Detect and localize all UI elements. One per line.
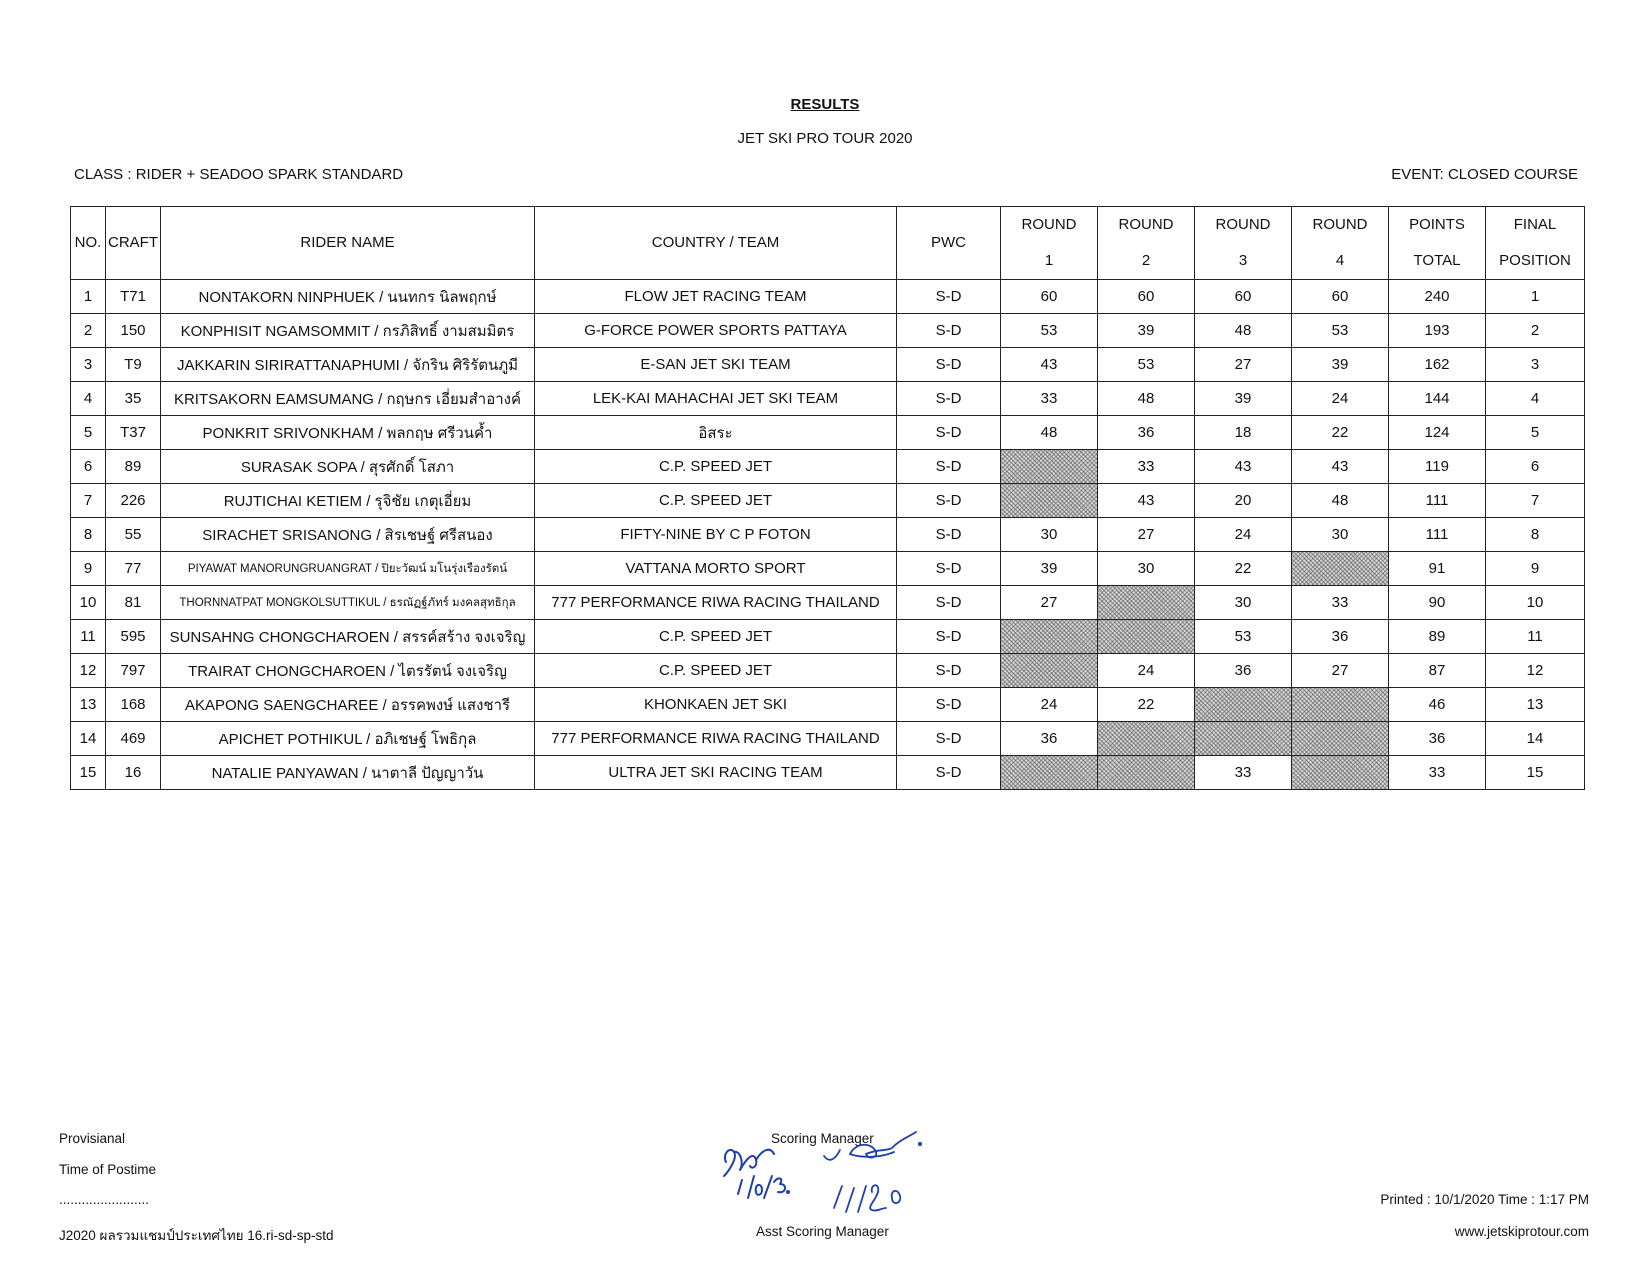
cell-rider-name: AKAPONG SAENGCHAREE / อรรคพงษ์ แสงชารี: [161, 688, 535, 722]
event-label: EVENT: CLOSED COURSE: [1391, 166, 1578, 183]
cell-no: 1: [71, 280, 106, 314]
cell-craft: 81: [106, 586, 161, 620]
cell-round-1: 48: [1001, 416, 1098, 450]
cell-final-position: 13: [1486, 688, 1585, 722]
results-body: [71, 280, 1585, 790]
cell-craft: 77: [106, 552, 161, 586]
cell-no: 14: [71, 722, 106, 756]
cell-no: 6: [71, 450, 106, 484]
cell-round-1: [1001, 620, 1098, 654]
cell-points-total: 87: [1389, 654, 1486, 688]
cell-round-3: 20: [1195, 484, 1292, 518]
cell-pwc: S-D: [897, 484, 1001, 518]
cell-team: G-FORCE POWER SPORTS PATTAYA: [535, 314, 897, 348]
col-header-rider: RIDER NAME: [161, 207, 535, 280]
cell-team: ULTRA JET SKI RACING TEAM: [535, 756, 897, 790]
scoring-manager-label: Scoring Manager: [771, 1131, 874, 1146]
table-row: [71, 586, 1585, 620]
cell-rider-name: JAKKARIN SIRIRATTANAPHUMI / จักริน ศิริรัตนภูมี: [161, 348, 535, 382]
col-header-team: COUNTRY / TEAM: [535, 207, 897, 280]
cell-no: 11: [71, 620, 106, 654]
cell-final-position: 3: [1486, 348, 1585, 382]
cell-rider-name: RUJTICHAI KETIEM / รุจิชัย เกตุเอี่ยม: [161, 484, 535, 518]
cell-round-1: 27: [1001, 586, 1098, 620]
cell-team: FIFTY-NINE BY C P FOTON: [535, 518, 897, 552]
cell-final-position: 11: [1486, 620, 1585, 654]
cell-points-total: 124: [1389, 416, 1486, 450]
cell-no: 9: [71, 552, 106, 586]
cell-no: 8: [71, 518, 106, 552]
cell-team: 777 PERFORMANCE RIWA RACING THAILAND: [535, 722, 897, 756]
cell-points-total: 193: [1389, 314, 1486, 348]
cell-craft: T37: [106, 416, 161, 450]
cell-team: อิสระ: [535, 416, 897, 450]
cell-final-position: 9: [1486, 552, 1585, 586]
cell-round-3: 30: [1195, 586, 1292, 620]
cell-round-2: [1098, 586, 1195, 620]
cell-team: LEK-KAI MAHACHAI JET SKI TEAM: [535, 382, 897, 416]
round-number: 4: [1335, 252, 1345, 269]
cell-final-position: 14: [1486, 722, 1585, 756]
cell-points-total: 36: [1389, 722, 1486, 756]
cell-team: C.P. SPEED JET: [535, 484, 897, 518]
cell-round-1: [1001, 450, 1098, 484]
cell-round-1: 33: [1001, 382, 1098, 416]
cell-rider-name: NATALIE PANYAWAN / นาตาลี ปัญญาวัน: [161, 756, 535, 790]
cell-round-4: 22: [1292, 416, 1389, 450]
cell-no: 12: [71, 654, 106, 688]
cell-points-total: 90: [1389, 586, 1486, 620]
cell-round-2: [1098, 756, 1195, 790]
postime-dots: ........................: [59, 1192, 150, 1207]
cell-round-2: 60: [1098, 280, 1195, 314]
cell-points-total: 144: [1389, 382, 1486, 416]
cell-pwc: S-D: [897, 450, 1001, 484]
cell-round-2: 39: [1098, 314, 1195, 348]
cell-pwc: S-D: [897, 518, 1001, 552]
cell-final-position: 5: [1486, 416, 1585, 450]
cell-round-4: [1292, 722, 1389, 756]
cell-rider-name: PONKRIT SRIVONKHAM / พลกฤษ ศรีวนค้ำ: [161, 416, 535, 450]
col-header-craft: CRAFT: [106, 207, 161, 280]
table-header-row: [71, 207, 1585, 280]
col-header-pwc: PWC: [897, 207, 1001, 280]
page-title: RESULTS: [790, 96, 860, 113]
col-header-no: NO.: [71, 207, 106, 280]
round-label: ROUND: [1312, 216, 1368, 233]
cell-points-total: 240: [1389, 280, 1486, 314]
col-header-round-3: [1195, 207, 1292, 280]
cell-no: 2: [71, 314, 106, 348]
table-row: [71, 314, 1585, 348]
cell-points-total: 119: [1389, 450, 1486, 484]
file-name: J2020 ผลรวมแชมป์ประเทศไทย 16.ri-sd-sp-std: [59, 1228, 334, 1243]
cell-points-total: 91: [1389, 552, 1486, 586]
round-number: 1: [1044, 252, 1054, 269]
cell-round-1: 60: [1001, 280, 1098, 314]
cell-round-4: 43: [1292, 450, 1389, 484]
cell-no: 15: [71, 756, 106, 790]
cell-final-position: 2: [1486, 314, 1585, 348]
col-header-points-total: [1389, 207, 1486, 280]
cell-craft: 469: [106, 722, 161, 756]
cell-final-position: 6: [1486, 450, 1585, 484]
cell-pwc: S-D: [897, 586, 1001, 620]
cell-round-2: [1098, 620, 1195, 654]
cell-craft: 35: [106, 382, 161, 416]
cell-craft: 16: [106, 756, 161, 790]
cell-rider-name: APICHET POTHIKUL / อภิเชษฐ์ โพธิกุล: [161, 722, 535, 756]
cell-craft: 168: [106, 688, 161, 722]
col-header-round-4: [1292, 207, 1389, 280]
round-label: ROUND: [1021, 216, 1077, 233]
cell-round-3: 24: [1195, 518, 1292, 552]
cell-pwc: S-D: [897, 314, 1001, 348]
cell-pwc: S-D: [897, 552, 1001, 586]
cell-round-2: 24: [1098, 654, 1195, 688]
cell-points-total: 46: [1389, 688, 1486, 722]
cell-round-3: 22: [1195, 552, 1292, 586]
cell-no: 4: [71, 382, 106, 416]
cell-round-2: 22: [1098, 688, 1195, 722]
cell-craft: 89: [106, 450, 161, 484]
cell-pwc: S-D: [897, 620, 1001, 654]
cell-pwc: S-D: [897, 722, 1001, 756]
cell-craft: 150: [106, 314, 161, 348]
cell-round-1: [1001, 654, 1098, 688]
cell-team: C.P. SPEED JET: [535, 450, 897, 484]
cell-round-2: 30: [1098, 552, 1195, 586]
cell-rider-name: PIYAWAT MANORUNGRUANGRAT / ปิยะวัฒน์ มโนรุ่งเรืองรัตน์: [161, 552, 535, 586]
cell-round-2: 36: [1098, 416, 1195, 450]
class-label: CLASS : RIDER + SEADOO SPARK STANDARD: [74, 166, 404, 183]
cell-final-position: 1: [1486, 280, 1585, 314]
cell-final-position: 12: [1486, 654, 1585, 688]
cell-points-total: 162: [1389, 348, 1486, 382]
cell-final-position: 15: [1486, 756, 1585, 790]
website-url: www.jetskiprotour.com: [1454, 1224, 1589, 1239]
cell-round-1: 30: [1001, 518, 1098, 552]
cell-pwc: S-D: [897, 348, 1001, 382]
cell-rider-name: KRITSAKORN EAMSUMANG / กฤษกร เอี่ยมสำอางค์: [161, 382, 535, 416]
cell-round-1: 43: [1001, 348, 1098, 382]
cell-round-3: 27: [1195, 348, 1292, 382]
cell-points-total: 111: [1389, 518, 1486, 552]
cell-round-1: 39: [1001, 552, 1098, 586]
cell-round-3: [1195, 722, 1292, 756]
cell-craft: 226: [106, 484, 161, 518]
table-row: [71, 722, 1585, 756]
table-row: [71, 756, 1585, 790]
cell-round-3: 48: [1195, 314, 1292, 348]
cell-round-1: [1001, 484, 1098, 518]
table-row: [71, 688, 1585, 722]
table-row: [71, 620, 1585, 654]
total-label: TOTAL: [1413, 252, 1461, 269]
table-row: [71, 484, 1585, 518]
cell-round-4: 39: [1292, 348, 1389, 382]
cell-round-2: 53: [1098, 348, 1195, 382]
cell-round-1: 36: [1001, 722, 1098, 756]
cell-craft: T9: [106, 348, 161, 382]
position-label: POSITION: [1499, 252, 1571, 269]
cell-round-4: 33: [1292, 586, 1389, 620]
table-row: [71, 654, 1585, 688]
cell-rider-name: KONPHISIT NGAMSOMMIT / กรภิสิทธิ์ งามสมมิตร: [161, 314, 535, 348]
cell-final-position: 7: [1486, 484, 1585, 518]
round-number: 3: [1238, 252, 1248, 269]
points-label: POINTS: [1409, 216, 1465, 233]
cell-round-1: 53: [1001, 314, 1098, 348]
cell-round-2: 27: [1098, 518, 1195, 552]
cell-rider-name: NONTAKORN NINPHUEK / นนทกร นิลพฤกษ์: [161, 280, 535, 314]
cell-round-3: 43: [1195, 450, 1292, 484]
cell-round-4: [1292, 688, 1389, 722]
cell-round-4: 27: [1292, 654, 1389, 688]
cell-craft: T71: [106, 280, 161, 314]
cell-final-position: 8: [1486, 518, 1585, 552]
cell-rider-name: THORNNATPAT MONGKOLSUTTIKUL / ธรณัฏฐ์ภัทร์ มงคลสุทธิกุล: [161, 586, 535, 620]
cell-team: C.P. SPEED JET: [535, 654, 897, 688]
cell-round-4: [1292, 552, 1389, 586]
cell-points-total: 89: [1389, 620, 1486, 654]
cell-round-3: 39: [1195, 382, 1292, 416]
table-row: [71, 450, 1585, 484]
cell-no: 3: [71, 348, 106, 382]
cell-round-1: [1001, 756, 1098, 790]
cell-points-total: 111: [1389, 484, 1486, 518]
cell-pwc: S-D: [897, 416, 1001, 450]
printed-timestamp: Printed : 10/1/2020 Time : 1:17 PM: [1380, 1192, 1589, 1207]
cell-pwc: S-D: [897, 756, 1001, 790]
table-row: [71, 280, 1585, 314]
cell-team: 777 PERFORMANCE RIWA RACING THAILAND: [535, 586, 897, 620]
cell-round-1: 24: [1001, 688, 1098, 722]
cell-round-2: 33: [1098, 450, 1195, 484]
col-header-round-2: [1098, 207, 1195, 280]
signature-right-icon: [820, 1128, 930, 1218]
cell-final-position: 10: [1486, 586, 1585, 620]
cell-round-2: [1098, 722, 1195, 756]
table-row: [71, 416, 1585, 450]
provisional-label: Provisianal: [59, 1131, 126, 1146]
cell-rider-name: SURASAK SOPA / สุรศักดิ์ โสภา: [161, 450, 535, 484]
cell-round-4: 36: [1292, 620, 1389, 654]
asst-scoring-manager-label: Asst Scoring Manager: [756, 1224, 889, 1239]
time-of-postime-label: Time of Postime: [59, 1162, 157, 1177]
round-label: ROUND: [1118, 216, 1174, 233]
cell-no: 5: [71, 416, 106, 450]
cell-round-4: [1292, 756, 1389, 790]
cell-round-4: 30: [1292, 518, 1389, 552]
cell-round-2: 48: [1098, 382, 1195, 416]
event-subtitle: JET SKI PRO TOUR 2020: [737, 130, 913, 147]
cell-team: E-SAN JET SKI TEAM: [535, 348, 897, 382]
table-row: [71, 382, 1585, 416]
cell-round-4: 53: [1292, 314, 1389, 348]
results-table: [70, 206, 1585, 790]
cell-pwc: S-D: [897, 382, 1001, 416]
cell-points-total: 33: [1389, 756, 1486, 790]
cell-round-3: 53: [1195, 620, 1292, 654]
table-row: [71, 518, 1585, 552]
cell-craft: 797: [106, 654, 161, 688]
cell-rider-name: TRAIRAT CHONGCHAROEN / ไตรรัตน์ จงเจริญ: [161, 654, 535, 688]
table-row: [71, 552, 1585, 586]
cell-team: KHONKAEN JET SKI: [535, 688, 897, 722]
round-label: ROUND: [1215, 216, 1271, 233]
cell-round-2: 43: [1098, 484, 1195, 518]
final-label: FINAL: [1513, 216, 1557, 233]
cell-rider-name: SIRACHET SRISANONG / สิรเชษฐ์ ศรีสนอง: [161, 518, 535, 552]
cell-round-4: 48: [1292, 484, 1389, 518]
cell-pwc: S-D: [897, 654, 1001, 688]
cell-round-3: 36: [1195, 654, 1292, 688]
cell-round-4: 60: [1292, 280, 1389, 314]
cell-team: C.P. SPEED JET: [535, 620, 897, 654]
cell-pwc: S-D: [897, 280, 1001, 314]
col-header-round-1: [1001, 207, 1098, 280]
cell-round-4: 24: [1292, 382, 1389, 416]
cell-round-3: 33: [1195, 756, 1292, 790]
col-header-final-position: [1486, 207, 1585, 280]
cell-team: FLOW JET RACING TEAM: [535, 280, 897, 314]
round-number: 2: [1141, 252, 1151, 269]
cell-no: 13: [71, 688, 106, 722]
cell-craft: 595: [106, 620, 161, 654]
cell-final-position: 4: [1486, 382, 1585, 416]
signature-left-icon: [718, 1132, 808, 1222]
cell-no: 10: [71, 586, 106, 620]
table-row: [71, 348, 1585, 382]
cell-pwc: S-D: [897, 688, 1001, 722]
cell-round-3: 60: [1195, 280, 1292, 314]
cell-rider-name: SUNSAHNG CHONGCHAROEN / สรรค์สร้าง จงเจริญ: [161, 620, 535, 654]
cell-craft: 55: [106, 518, 161, 552]
cell-no: 7: [71, 484, 106, 518]
cell-team: VATTANA MORTO SPORT: [535, 552, 897, 586]
cell-round-3: [1195, 688, 1292, 722]
cell-round-3: 18: [1195, 416, 1292, 450]
